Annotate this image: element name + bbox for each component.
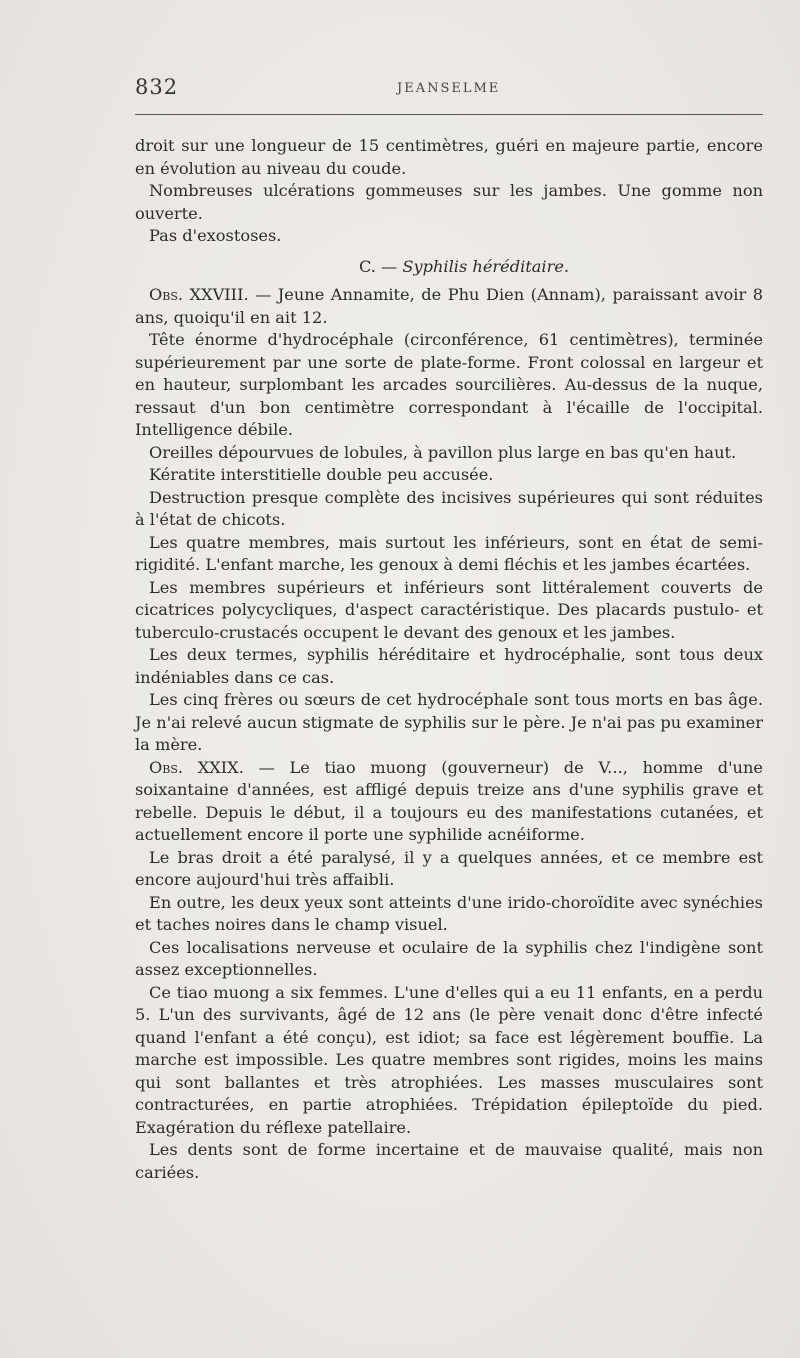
- paragraph: Les dents sont de forme incertaine et de mauvaise qualité, mais non cariées.: [135, 1140, 763, 1182]
- observation-paragraph: [135, 284, 763, 329]
- observation-text: — Le tiao muong (gouverneur) de V..., homme d'une soixantaine d'années, est affligé depuis treize ans d'une syphilis grave et rebelle. Depuis le début, il a toujours eu des manifestations cutanées, et actuellement encore il porte une syphilide acnéiforme.: [135, 757, 763, 844]
- page-number: 832: [135, 75, 179, 99]
- observation-label: Obs. XXIX.: [149, 757, 244, 777]
- paragraph: Nombreuses ulcérations gommeuses sur les jambes. Une gomme non ouverte.: [135, 181, 763, 223]
- body-text: [135, 135, 763, 1184]
- paragraph: droit sur une longueur de 15 centimètres, guéri en majeure partie, encore en évolution au niveau du coude.: [135, 136, 763, 178]
- paragraph: Les quatre membres, mais surtout les inférieurs, sont en état de semi-rigidité. L'enfant marche, les genoux à demi fléchis et les jambes écartées.: [135, 532, 763, 574]
- running-head: JEANSELME: [397, 81, 501, 96]
- paragraph: Kératite interstitielle double peu accusée.: [149, 465, 494, 484]
- paragraph: Les cinq frères ou sœurs de cet hydrocéphale sont tous morts en bas âge. Je n'ai relevé aucun stigmate de syphilis sur le père. Je n'ai pas pu examiner la mère.: [135, 690, 763, 754]
- header-rule: [135, 114, 763, 115]
- observation-label: Obs. XXVIII.: [149, 285, 249, 304]
- section-heading: [135, 256, 763, 279]
- paragraph: Ce tiao muong a six femmes. L'une d'elles qui a eu 11 enfants, en a perdu 5. L'un des survivants, âgé de 12 ans (le père venait donc d'être infecté quand l'enfant a été conçu), est idiot; sa face est légèrement bouffie. La marche est impossible. Les quatre membres sont rigides, moins les mains qui sont ballantes et très atrophiées. Les masses musculaires sont contracturées, en partie atrophiées. Trépidation épileptoïde du pied. Exagération du réflexe patellaire.: [135, 982, 763, 1137]
- paragraph: Oreilles dépourvues de lobules, à pavillon plus large en bas qu'en haut.: [149, 442, 737, 462]
- section-letter: C. —: [358, 256, 398, 276]
- observation-paragraph: [135, 757, 763, 847]
- paragraph: Ces localisations nerveuse et oculaire de la syphilis chez l'indigène sont assez exceptionnelles.: [135, 937, 763, 979]
- paragraph: Pas d'exostoses.: [149, 226, 282, 245]
- paragraph: En outre, les deux yeux sont atteints d'une irido-choroïdite avec synéchies et taches noires dans le champ visuel.: [135, 892, 763, 934]
- section-title: Syphilis héréditaire.: [402, 256, 570, 276]
- page-header: [135, 75, 763, 115]
- paragraph: Destruction presque complète des incisives supérieures qui sont réduites à l'état de chicots.: [135, 487, 763, 529]
- paragraph: Les deux termes, syphilis héréditaire et hydrocéphalie, sont tous deux indéniables dans ce cas.: [135, 645, 763, 687]
- paragraph: Le bras droit a été paralysé, il y a quelques années, et ce membre est encore aujourd'hui très affaibli.: [135, 847, 763, 889]
- paragraph: Les membres supérieurs et inférieurs sont littéralement couverts de cicatrices polycycliques, d'aspect caractéristique. Des placards pustulo- et tuberculo-crustacés occupent le devant des genoux et les jambes.: [135, 577, 763, 642]
- paragraph: Tête énorme d'hydrocéphale (circonférence, 61 centimètres), terminée supérieurement par une sorte de plate-forme. Front colossal en largeur et en hauteur, surplombant les arcades sourcilières. Au-dessus de la nuque, ressaut d'un bon centimètre correspondant à l'écaille de l'occipital. Intelligence débile.: [135, 330, 763, 439]
- observation-text: — Jeune Annamite, de Phu Dien (Annam), paraissant avoir 8 ans, quoiqu'il en ait 12.: [135, 285, 763, 327]
